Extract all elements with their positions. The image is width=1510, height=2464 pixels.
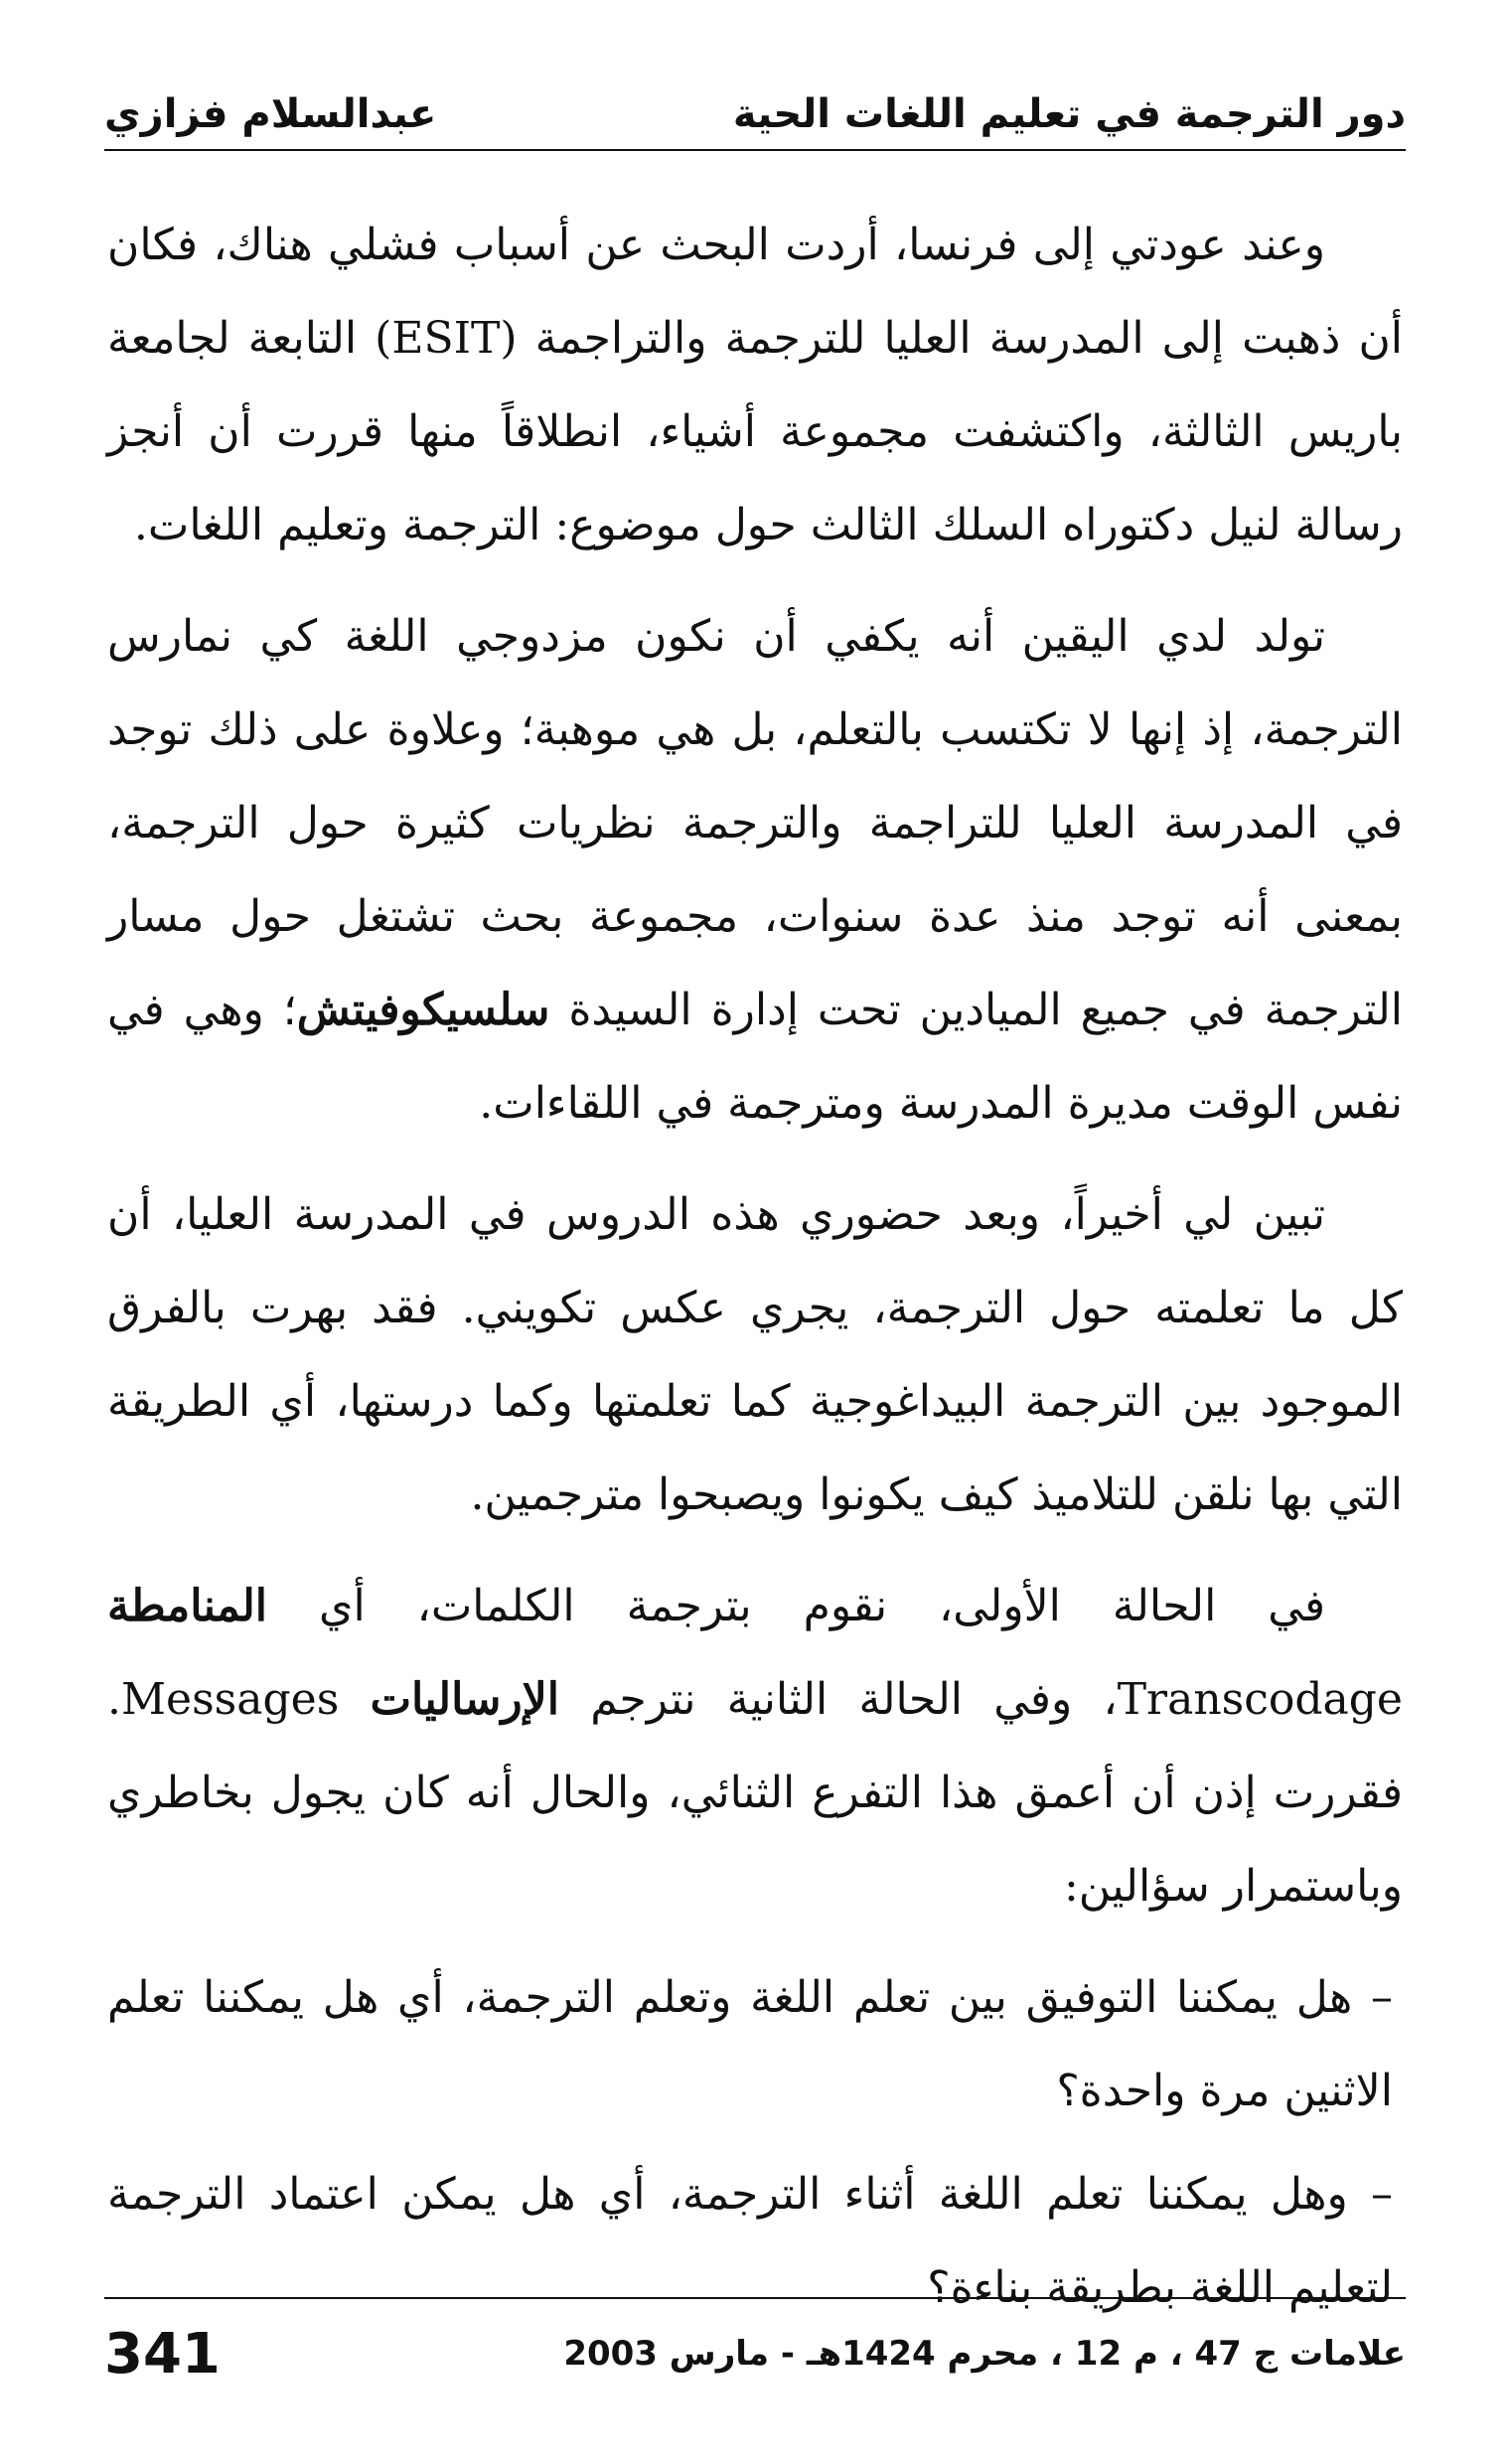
article-body — [107, 199, 1403, 2345]
paragraph-2-text-b: ؛ وهي في نفس الوقت مديرة المدرسة ومترجمة في اللقاءات. — [107, 985, 1403, 1129]
person-name: سلسيكوفيتش — [296, 985, 550, 1035]
issue-info: علامات ج 47 ، م 12 ، محرم 1424هـ - مارس 2003 — [563, 2334, 1406, 2374]
page-number: 341 — [104, 2321, 221, 2387]
term-messages: الإرساليات — [370, 1674, 559, 1725]
paragraph-3: تبين لي أخيراً، وبعد حضوري هذه الدروس في المدرسة العليا، أن كل ما تعلمته حول الترجمة، يجري عكس تكويني. فقد بهرت بالفرق الموجود بين الترجمة البيداغوجية كما تعلمتها وكما درستها، أي الطريقة التي بها نلقن للتلاميذ كيف يكونوا ويصبحوا مترجمين. — [107, 1189, 1403, 1520]
paragraph-2-text-a: تولد لدي اليقين أنه يكفي أن نكون مزدوجي اللغة كي نمارس الترجمة، إذ إنها لا تكتسب بالتعلم، بل هي موهبة؛ وعلاوة على ذلك توجد في المدرسة العليا للتراجمة والترجمة نظريات كثيرة حول الترجمة، بمعنى أنه توجد منذ عدة سنوات، مجموعة بحث تشتغل حول مسار الترجمة في جميع الميادين تحت إدارة السيدة — [107, 611, 1404, 1035]
paragraph-1: وعند عودتي إلى فرنسا، أردت البحث عن أسباب فشلي هناك، فكان أن ذهبت إلى المدرسة العليا للترجمة والتراجمة (ESIT) التابعة لجامعة باريس الثالثة، واكتشفت مجموعة أشياء، انطلاقاً منها قررت أن أنجز رسالة لنيل دكتوراه السلك الثالث حول موضوع: الترجمة وتعليم اللغات. — [107, 220, 1403, 550]
paragraph-4 — [107, 1560, 1403, 1933]
paragraph-4-text-a: في الحالة الأولى، نقوم بترجمة الكلمات، أي — [319, 1581, 1325, 1631]
header-author: عبدالسلام فزازي — [104, 91, 437, 137]
paragraph-4-text-b: Transcodage، وفي الحالة الثانية نترجم — [590, 1674, 1403, 1725]
header-title: دور الترجمة في تعليم اللغات الحية — [732, 91, 1406, 137]
page-footer — [104, 2297, 1406, 2408]
paragraph-4-text-c: Messages. فقررت إذن أن أعمق هذا التفرع الثنائي، والحال أنه كان يجول بخاطري وباستمرار سؤالين: — [107, 1674, 1403, 1912]
paragraph-2 — [107, 590, 1403, 1151]
running-header — [104, 79, 1406, 151]
question-2: – وهل يمكننا تعلم اللغة أثناء الترجمة، أي هل يمكن اعتماد الترجمة لتعليم اللغة بطريقة بناءة؟ — [107, 2169, 1393, 2313]
question-1: – هل يمكننا التوفيق بين تعلم اللغة وتعلم الترجمة، أي هل يمكننا تعلم الاثنين مرة واحدة؟ — [107, 1972, 1393, 2116]
term-transcodage: المنامطة — [107, 1581, 268, 1631]
